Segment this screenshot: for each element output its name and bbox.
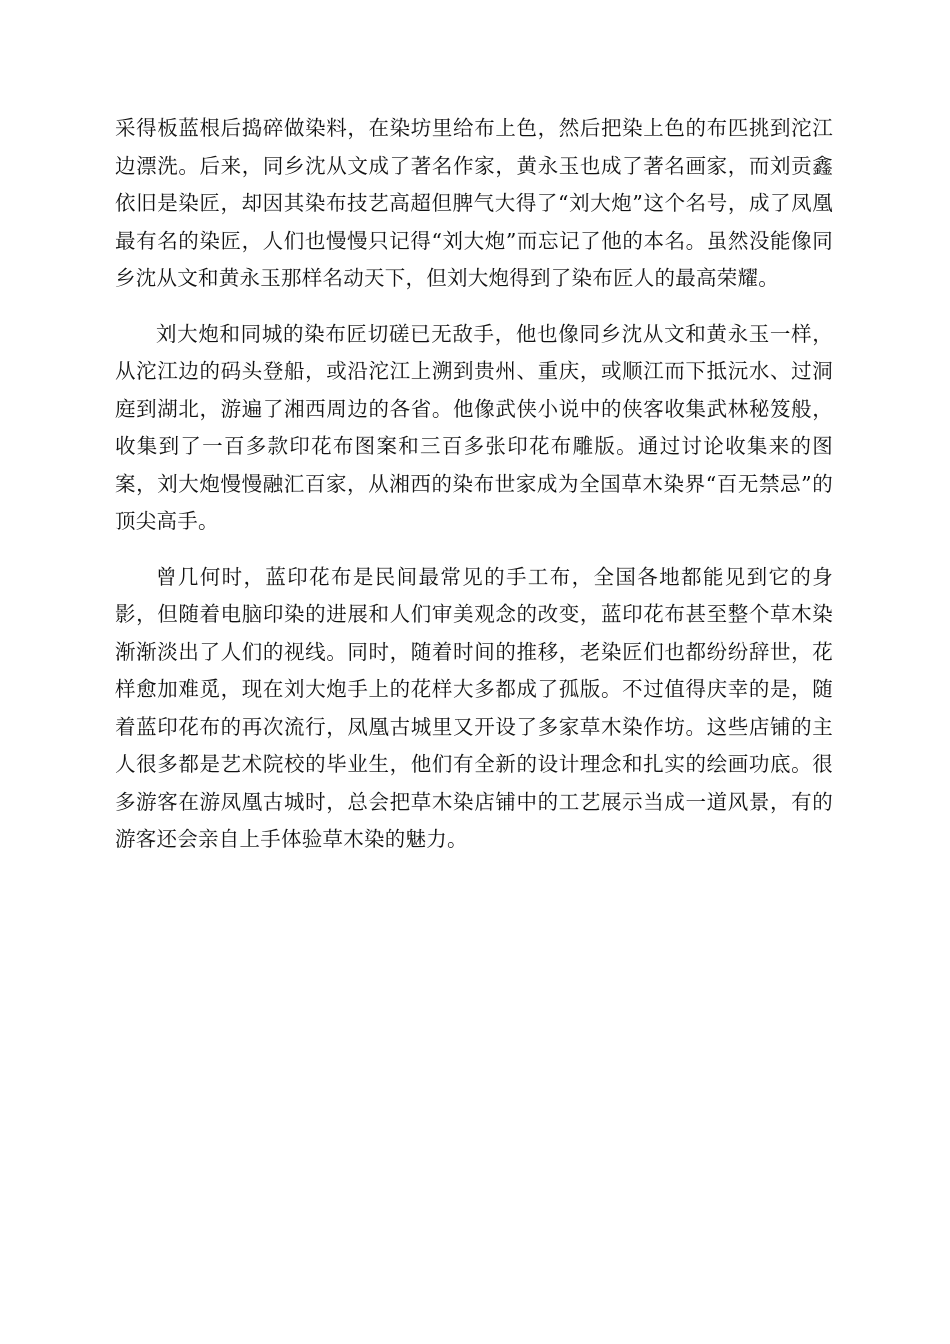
paragraph-blue-print-cloth: 曾几何时，蓝印花布是民间最常见的手工布，全国各地都能见到它的身影，但随着电脑印染的进展和人们审美观念的改变，蓝印花布甚至整个草木染渐渐淡出了人们的视线。同时，随着时间的推移，老染匠们也都纷纷辞世，花样愈加难觅，现在刘大炮手上的花样大多都成了孤版。不过值得庆幸的是，随着蓝印花布的再次流行，凤凰古城里又开设了多家草木染作坊。这些店铺的主人很多都是艺术院校的毕业生，他们有全新的设计理念和扎实的绘画功底。很多游客在游凤凰古城时，总会把草木染店铺中的工艺展示当成一道风景，有的游客还会亲自上手体验草木染的魅力。 [115,564,833,851]
paragraph-continuation: 采得板蓝根后捣碎做染料，在染坊里给布上色，然后把染上色的布匹挑到沱江边漂洗。后来，同乡沈从文成了著名作家，黄永玉也成了著名画家，而刘贡鑫依旧是染匠，却因其染布技艺高超但脾气大得了“刘大炮”这个名号，成了凤凰最有名的染匠，人们也慢慢只记得“刘大炮”而忘记了他的本名。虽然没能像同乡沈从文和黄永玉那样名动天下，但刘大炮得到了染布匠人的最高荣耀。 [115,116,833,290]
paragraph-liu-dapao-travels: 刘大炮和同城的染布匠切磋已无敌手，他也像同乡沈从文和黄永玉一样，从沱江边的码头登船，或沿沱江上溯到贵州、重庆，或顺江而下抵沅水、过洞庭到湖北，游遍了湘西周边的各省。他像武侠小说中的侠客收集武林秘笈般，收集到了一百多款印花布图案和三百多张印花布雕版。通过讨论收集来的图案，刘大炮慢慢融汇百家，从湘西的染布世家成为全国草木染界“百无禁忌”的顶尖高手。 [115,321,833,533]
document-body [115,110,833,859]
